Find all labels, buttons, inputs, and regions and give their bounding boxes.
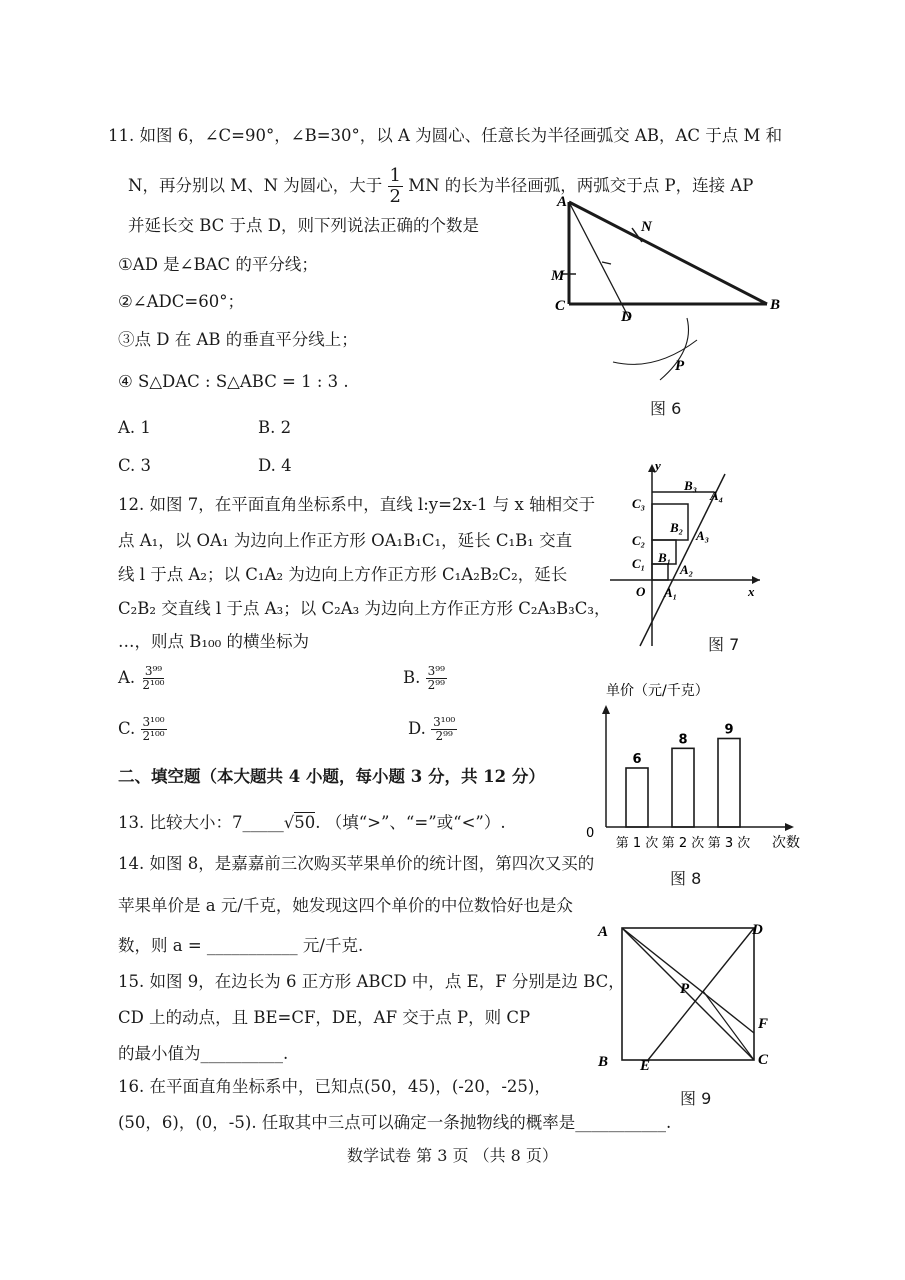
fig7-label-b2: B₂ [670, 520, 684, 535]
q12-choice-c-fraction [141, 716, 167, 743]
q11-statement-4: ④ S△DAC : S△ABC = 1 : 3 . [118, 372, 349, 391]
q15-line2: CD 上的动点，且 BE=CF，DE，AF 交于点 P，则 CP [118, 1008, 531, 1027]
chart-x-arrow [785, 823, 794, 831]
chart-bar-2 [672, 748, 694, 827]
fig7-label-a1: A₁ [664, 585, 678, 600]
q11-statement-2: ②∠ADC=60°； [118, 292, 244, 311]
q12-choice-b-den: 2⁹⁹ [427, 678, 445, 693]
fig9-label-f: F [758, 1016, 769, 1032]
q11-line2-b: MN 的长为半径画弧，两弧交于点 P，连接 AP [408, 175, 754, 195]
chart-data-label-3: 9 [724, 722, 734, 738]
fig6-label-m: M [551, 268, 565, 284]
q12-choice-a-den: 2¹⁰⁰ [142, 678, 165, 693]
fig9-label-e: E [640, 1058, 651, 1074]
q13-text-a: 13. 比较大小：7 [118, 813, 243, 832]
q13-blank: _____ [242, 813, 284, 832]
fig9-label-c: C [758, 1052, 769, 1068]
q12-choice-a-label: A. [118, 668, 136, 688]
chart-bar-1 [626, 768, 648, 827]
q16-line2: (50，6)，(0，-5). 任取其中三点可以确定一条抛物线的概率是___________. [118, 1113, 672, 1132]
figure-7 [600, 458, 770, 650]
figure-7-drawing [600, 458, 770, 650]
fig7-label-c3: C₃ [632, 496, 646, 511]
fig7-label-b3: B₃ [684, 478, 698, 493]
q11-line1: 11. 如图 6，∠C=90°，∠B=30°，以 A 为圆心、任意长为半径画弧交 AB，AC 于点 M 和 [108, 126, 783, 145]
fig7-label-b1: B₁ [658, 550, 672, 565]
chart-xlabel: 次数 [772, 835, 800, 851]
chart-bars [616, 723, 751, 852]
q12-line1: 12. 如图 7，在平面直角坐标系中，直线 l:y=2x-1 与 x 轴相交于 [118, 495, 596, 514]
q14-line3: 数，则 a = ___________ 元/千克. [118, 936, 364, 955]
q13-text-b: . （填“>”、“=”或“<”）. [315, 813, 506, 832]
fig7-label-a4: A₄ [710, 488, 724, 503]
fig6-label-b: B [770, 297, 781, 313]
figure-6 [545, 190, 795, 385]
fig7-label-o: O [636, 584, 646, 599]
q14-line1: 14. 如图 8，是嘉嘉前三次购买苹果单价的统计图，第四次又买的 [118, 854, 595, 873]
figure-6-drawing [545, 190, 795, 385]
figure-8-caption: 图 8 [670, 869, 702, 888]
page-footer: 数学试卷 第 3 页 （共 8 页） [347, 1146, 558, 1165]
chart-category-label-2: 第 2 次 [661, 836, 705, 851]
fig9-label-a: A [598, 924, 609, 940]
figure-9-caption: 图 9 [680, 1089, 712, 1108]
fig7-label-a3: A₃ [696, 528, 710, 543]
q12-line5: …，则点 B₁₀₀ 的横坐标为 [118, 632, 309, 651]
q12-choice-c-num: 3¹⁰⁰ [142, 715, 165, 729]
half-denominator: 2 [389, 185, 401, 207]
q15-line1: 15. 如图 9，在边长为 6 正方形 ABCD 中，点 E，F 分别是边 BC， [118, 972, 625, 991]
q12-choice-b [403, 665, 447, 692]
q12-choice-d-num: 3¹⁰⁰ [433, 715, 456, 729]
q11-statement-3: ③点 D 在 AB 的垂直平分线上； [118, 330, 358, 349]
q13-line [118, 812, 506, 833]
q12-choice-a-num: 3⁹⁹ [144, 664, 163, 678]
q11-choice-c: C. 3 [118, 456, 152, 475]
chart-bar-3 [718, 739, 740, 828]
fig6-label-p: P [675, 358, 685, 374]
q11-choice-b: B. 2 [258, 418, 292, 437]
fig7-label-c1: C₁ [632, 556, 646, 571]
q12-line2: 点 A₁，以 OA₁ 为边向上作正方形 OA₁B₁C₁，延长 C₁B₁ 交直 [118, 531, 573, 550]
q12-choice-c-den: 2¹⁰⁰ [142, 729, 165, 744]
q11-statement-1: ①AD 是∠BAC 的平分线； [118, 255, 318, 274]
chart-ylabel: 单价（元/千克） [606, 683, 709, 699]
q12-line3: 线 l 于点 A₂；以 C₁A₂ 为边向上方作正方形 C₁A₂B₂C₂，延长 [118, 565, 568, 584]
q11-line2-a: N，再分别以 M、N 为圆心，大于 [128, 175, 383, 195]
q14-line2: 苹果单价是 a 元/千克，她发现这四个单价的中位数恰好也是众 [118, 896, 573, 915]
fig7-label-c2: C₂ [632, 533, 646, 548]
q15-line3: 的最小值为__________. [118, 1044, 289, 1063]
figure-6-caption: 图 6 [650, 399, 682, 418]
figure-9 [590, 918, 780, 1078]
q12-choice-b-label: B. [403, 668, 421, 688]
fig7-label-a2: A₂ [680, 562, 694, 577]
q12-choice-b-fraction [426, 665, 447, 692]
figure-7-caption: 图 7 [708, 635, 740, 654]
fig6-label-a: A [557, 194, 568, 210]
q11-choice-a: A. 1 [118, 418, 151, 437]
q12-choice-d [408, 716, 457, 743]
fig9-label-b: B [598, 1054, 609, 1070]
bar-chart-svg [580, 685, 810, 855]
q11-choice-d: D. 4 [258, 456, 292, 475]
fig6-label-d: D [621, 309, 632, 325]
q12-choice-c-label: C. [118, 719, 136, 739]
chart-origin-label: 0 [586, 826, 595, 841]
chart-data-label-2: 8 [678, 732, 688, 748]
q12-choice-c [118, 716, 167, 743]
fig6-label-c: C [555, 298, 566, 314]
fig7-label-y: y [655, 458, 661, 473]
q12-choice-d-den: 2⁹⁹ [435, 729, 453, 744]
chart-category-label-3: 第 3 次 [707, 836, 751, 851]
fig6-label-n: N [641, 219, 652, 235]
figure-9-drawing [590, 918, 780, 1078]
q12-choice-d-label: D. [408, 719, 426, 739]
q12-choice-b-num: 3⁹⁹ [427, 664, 445, 678]
q12-line4: C₂B₂ 交直线 l 于点 A₃；以 C₂A₃ 为边向上方作正方形 C₂A₃B₃C₃， [118, 599, 611, 618]
q12-choice-d-fraction [431, 716, 457, 743]
fig7-label-x: x [748, 584, 755, 599]
q13-radicand: 50 [294, 813, 316, 832]
q16-line1: 16. 在平面直角坐标系中，已知点(50，45)，(-20，-25)， [118, 1077, 551, 1096]
section-2-heading: 二、填空题（本大题共 4 小题，每小题 3 分，共 12 分） [118, 767, 545, 786]
fig9-label-d: D [752, 922, 763, 938]
q12-choice-a-fraction [140, 665, 166, 692]
q11-line3: 并延长交 BC 于点 D，则下列说法正确的个数是 [128, 216, 480, 235]
fig9-label-p: P [680, 981, 690, 997]
chart-category-label-1: 第 1 次 [615, 836, 659, 851]
chart-y-arrow [602, 705, 610, 714]
q12-choice-a [118, 665, 167, 692]
figure-8-chart [580, 685, 810, 855]
half-fraction [388, 166, 403, 207]
half-numerator: 1 [389, 165, 401, 186]
sqrt-symbol: √ [283, 813, 295, 832]
chart-data-label-1: 6 [632, 752, 642, 767]
